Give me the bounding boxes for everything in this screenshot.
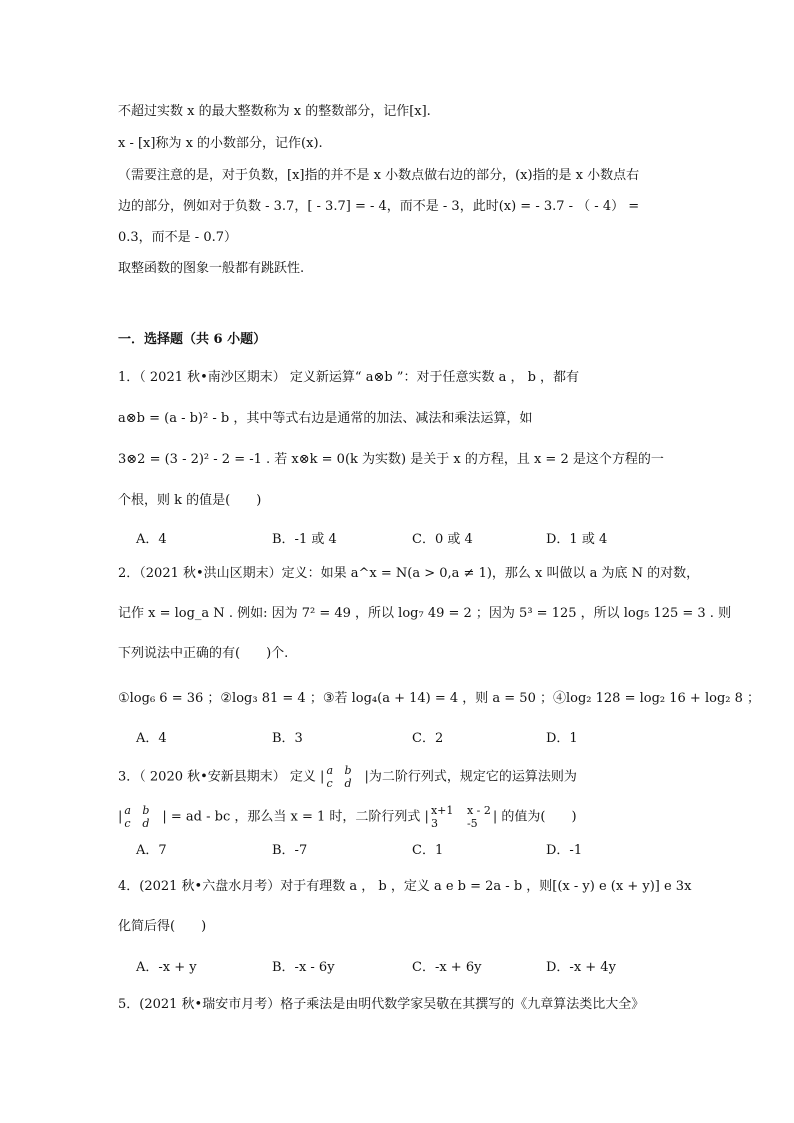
det1-a: a (326, 764, 333, 777)
q3-option-d: D．-1 (546, 843, 583, 858)
q3-line-2: | a b c d | = ad - bc ，那么当 x = 1 时，二阶行列式 | x+1 x - 2 3 -5 | 的值为( ) (118, 804, 577, 830)
intro-line-3: （需要注意的是，对于负数，[x]指的并不是 x 小数点做右边的部分，(x)指的是 x 小数点右 (118, 168, 640, 183)
q4-line-1: 4．(2021 秋•六盘水月考）对于有理数 a ， b ，定义 a e b = 2a - b ，则[(x - y) e (x + y)] e 3x (118, 879, 692, 894)
q1-option-b: B．-1 或 4 (272, 532, 337, 547)
det1r-c: c (124, 817, 131, 830)
q2-option-a: A．4 (136, 731, 167, 746)
determinant-numeric (429, 804, 493, 830)
q1-line-4: 个根，则 k 的值是( ) (118, 493, 262, 508)
intro-line-6: 取整函数的图象一般都有跳跃性. (118, 261, 305, 276)
determinant-abcd (324, 764, 364, 790)
intro-line-2: x - [x]称为 x 的小数部分，记作(x). (118, 136, 323, 151)
q2-option-c: C．2 (412, 731, 444, 746)
det1r-a: a (124, 804, 131, 817)
q3-option-c: C．1 (412, 843, 444, 858)
q3-line-1-prefix: 3．（ 2020 秋•安新县期末） 定义 | (118, 769, 325, 785)
q2-line-3: 下列说法中正确的有( )个. (118, 646, 289, 661)
q1-line-2: a⊗b = (a - b)² - b ，其中等式右边是通常的加法、减法和乘法运算，如 (118, 411, 533, 426)
det1-c: c (326, 777, 333, 790)
q1-option-d: D．1 或 4 (546, 532, 608, 547)
q3-line-1-suffix: |为二阶行列式，规定它的运算法则为 (364, 769, 577, 785)
det1-d: d (344, 777, 352, 790)
det1r-d: d (142, 817, 150, 830)
q1-option-a: A．4 (136, 532, 167, 547)
section-title: 一．选择题（共 6 小题） (118, 332, 267, 347)
q5-line-1: 5．(2021 秋•瑞安市月考）格子乘法是由明代数学家吴敬在其撰写的《九章算法类比大全》 (118, 997, 645, 1012)
q3-option-a: A．7 (136, 843, 167, 858)
determinant-abcd-repeat (122, 804, 162, 830)
q2-option-d: D．1 (546, 731, 578, 746)
q3-line-2-end: | 的值为( ) (492, 809, 577, 825)
det2-d: -5 (466, 817, 478, 830)
det2-a: x+1 (430, 804, 454, 817)
intro-line-5: 0.3，而不是 - 0.7） (118, 230, 238, 245)
intro-line-4: 边的部分，例如对于负数 - 3.7，[ - 3.7] = - 4，而不是 - 3，此时(x) = - 3.7 - （ - 4） = (118, 199, 640, 214)
q2-line-1: 2．（2021 秋•洪山区期末）定义：如果 a^x = N(a > 0,a ≠ 1)，那么 x 叫做以 a 为底 N 的对数， (118, 566, 700, 581)
intro-line-1: 不超过实数 x 的最大整数称为 x 的整数部分，记作[x]. (118, 104, 431, 119)
det2-c: 3 (430, 817, 438, 830)
q4-option-a: A．-x + y (136, 960, 197, 975)
q4-option-b: B．-x - 6y (272, 960, 335, 975)
q1-option-c: C．0 或 4 (412, 532, 473, 547)
q3-option-b: B．-7 (272, 843, 308, 858)
q2-option-b: B．3 (272, 731, 303, 746)
q1-line-1: 1．（ 2021 秋•南沙区期末） 定义新运算“ a⊗b ”：对于任意实数 a ， b ，都有 (118, 370, 580, 385)
q3-line-1 (118, 764, 577, 790)
q4-option-d: D．-x + 4y (546, 960, 616, 975)
q4-line-2: 化简后得( ) (118, 919, 207, 934)
q4-option-c: C．-x + 6y (412, 960, 482, 975)
q3-line-2-text: | = ad - bc ，那么当 x = 1 时，二阶行列式 | (162, 809, 429, 825)
det1-b: b (344, 764, 352, 777)
det2-b: x - 2 (466, 804, 491, 817)
det1r-b: b (142, 804, 150, 817)
q2-line-4: ①log₆ 6 = 36 ；②log₃ 81 = 4 ；③若 log₄(a + 14) = 4 ，则 a = 50 ；④log₂ 128 = log₂ 16 + log₂ 8 ； (118, 691, 761, 706)
q2-line-2: 记作 x = log_a N . 例如: 因为 7² = 49 ，所以 log₇ 49 = 2 ；因为 5³ = 125 ，所以 log₅ 125 = 3 . 则 (118, 606, 732, 621)
q1-line-3: 3⊗2 = (3 - 2)² - 2 = -1 . 若 x⊗k = 0(k 为实数) 是关于 x 的方程，且 x = 2 是这个方程的一 (118, 452, 664, 467)
